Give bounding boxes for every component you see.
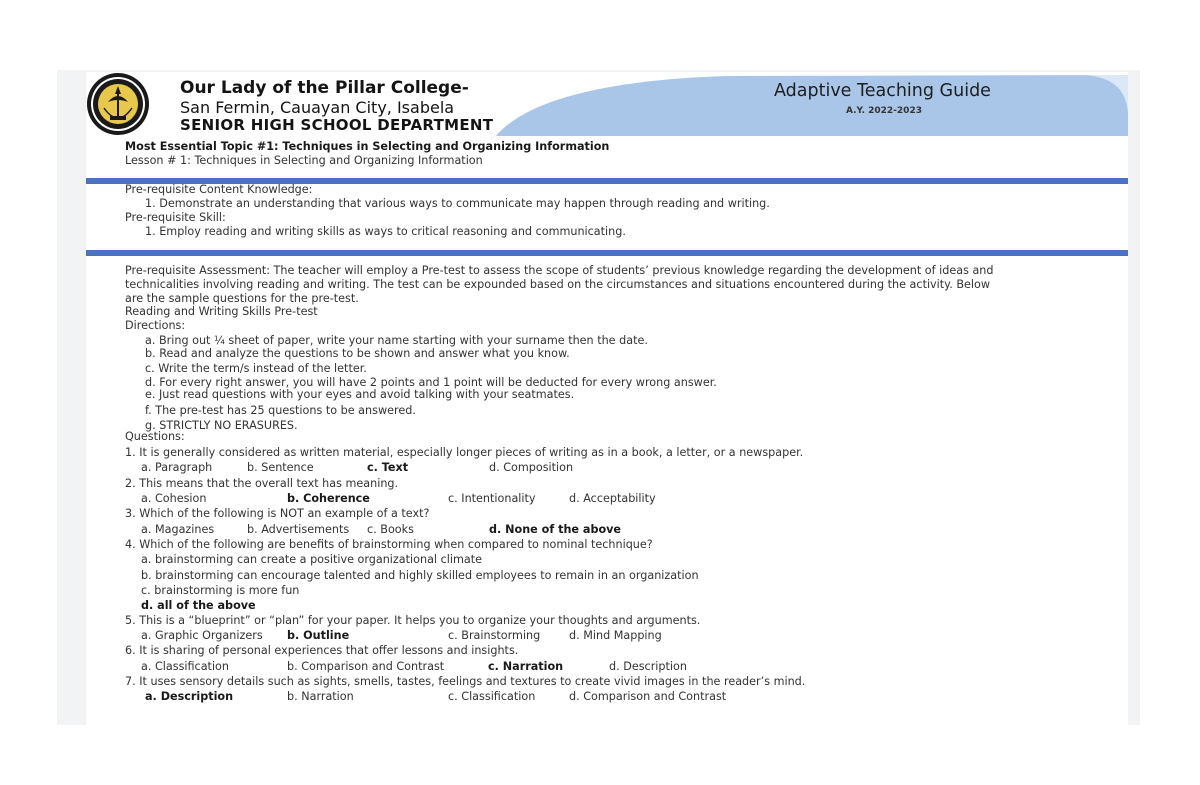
q5-option-b: b. Outline — [287, 629, 350, 642]
q3-option-a: a. Magazines — [141, 523, 215, 536]
direction-item: g. STRICTLY NO ERASURES. — [145, 419, 298, 432]
document-page — [86, 72, 1128, 725]
direction-item: f. The pre-test has 25 questions to be answered. — [145, 404, 416, 417]
q5-option-a: a. Graphic Organizers — [141, 629, 263, 642]
college-address: San Fermin, Cauayan City, Isabela — [180, 98, 455, 117]
header-band — [86, 72, 1128, 136]
q6-option-d: d. Description — [609, 660, 687, 673]
direction-item: b. Read and analyze the questions to be shown and answer what you know. — [145, 347, 570, 360]
q6-option-a: a. Classification — [141, 660, 229, 673]
college-seal-icon — [86, 72, 150, 136]
document-viewer[interactable] — [57, 70, 1140, 725]
q2-option-b: b. Coherence — [287, 492, 370, 505]
q7-option-a: a. Description — [145, 690, 234, 703]
q6-option-b: b. Comparison and Contrast — [287, 660, 445, 673]
directions-label: Directions: — [125, 319, 186, 332]
q6-option-c: c. Narration — [488, 660, 564, 673]
q1-option-b: b. Sentence — [247, 461, 314, 474]
question-4: 4. Which of the following are benefits of brainstorming when compared to nominal technique? — [125, 538, 653, 551]
q3-option-b: b. Advertisements — [247, 523, 350, 536]
q5-option-c: c. Brainstorming — [448, 629, 541, 642]
direction-item: d. For every right answer, you will have 2 points and 1 point will be deducted for every wrong answer. — [145, 376, 717, 389]
pretest-subtitle: Reading and Writing Skills Pre-test — [125, 305, 318, 318]
question-1: 1. It is generally considered as written material, especially longer pieces of writing as in a book, a letter, or a newspaper. — [125, 446, 804, 459]
lesson-title: Lesson # 1: Techniques in Selecting and Organizing Information — [125, 154, 483, 167]
q4-option-c: c. brainstorming is more fun — [141, 584, 300, 597]
q7-option-d: d. Comparison and Contrast — [569, 690, 727, 703]
assessment-intro: are the sample questions for the pre-test. — [125, 292, 359, 305]
q3-option-c: c. Books — [367, 523, 414, 536]
section-divider — [86, 250, 1128, 256]
q2-option-a: a. Cohesion — [141, 492, 207, 505]
guide-title: Adaptive Teaching Guide — [774, 81, 991, 101]
college-name: Our Lady of the Pillar College- — [180, 78, 469, 98]
q5-option-d: d. Mind Mapping — [569, 629, 662, 642]
assessment-intro: technicalities involving reading and writing. The test can be expounded based on the circumstances and situations encountered during the activity. Below — [125, 278, 990, 291]
academic-year: A.Y. 2022-2023 — [846, 106, 922, 116]
q2-option-d: d. Acceptability — [569, 492, 656, 505]
question-5: 5. This is a “blueprint” or “plan” for your paper. It helps you to organize your thoughts and arguments. — [125, 614, 701, 627]
question-6: 6. It is sharing of personal experiences that offer lessons and insights. — [125, 644, 519, 657]
questions-label: Questions: — [125, 430, 185, 443]
skill-item: 1. Employ reading and writing skills as ways to critical reasoning and communicating. — [145, 225, 626, 238]
direction-item: e. Just read questions with your eyes and avoid talking with your seatmates. — [145, 388, 575, 401]
content-knowledge-item: 1. Demonstrate an understanding that various ways to communicate may happen through reading and writing. — [145, 197, 770, 210]
q1-option-d: d. Composition — [489, 461, 574, 474]
direction-item: a. Bring out ¼ sheet of paper, write your name starting with your surname then the date. — [145, 334, 648, 347]
q1-option-c: c. Text — [367, 461, 409, 474]
q7-option-c: c. Classification — [448, 690, 536, 703]
q4-option-b: b. brainstorming can encourage talented and highly skilled employees to remain in an organization — [141, 569, 699, 582]
assessment-intro: Pre-requisite Assessment: The teacher will employ a Pre-test to assess the scope of students’ previous knowledge regarding the development of ideas and — [125, 264, 994, 277]
question-7: 7. It uses sensory details such as sights, smells, tastes, feelings and textures to create vivid images in the reader’s mind. — [125, 675, 806, 688]
topic-title: Most Essential Topic #1: Techniques in Selecting and Organizing Information — [125, 140, 610, 153]
question-3: 3. Which of the following is NOT an example of a text? — [125, 507, 430, 520]
content-knowledge-label: Pre-requisite Content Knowledge: — [125, 183, 313, 196]
q4-option-a: a. brainstorming can create a positive organizational climate — [141, 553, 482, 566]
direction-item: c. Write the term/s instead of the letter. — [145, 362, 367, 375]
q7-option-b: b. Narration — [287, 690, 354, 703]
q4-option-d: d. all of the above — [141, 599, 256, 612]
question-2: 2. This means that the overall text has meaning. — [125, 477, 399, 490]
q3-option-d: d. None of the above — [489, 523, 622, 536]
q1-option-a: a. Paragraph — [141, 461, 213, 474]
department-name: SENIOR HIGH SCHOOL DEPARTMENT — [180, 116, 494, 134]
q2-option-c: c. Intentionality — [448, 492, 536, 505]
skill-label: Pre-requisite Skill: — [125, 211, 226, 224]
